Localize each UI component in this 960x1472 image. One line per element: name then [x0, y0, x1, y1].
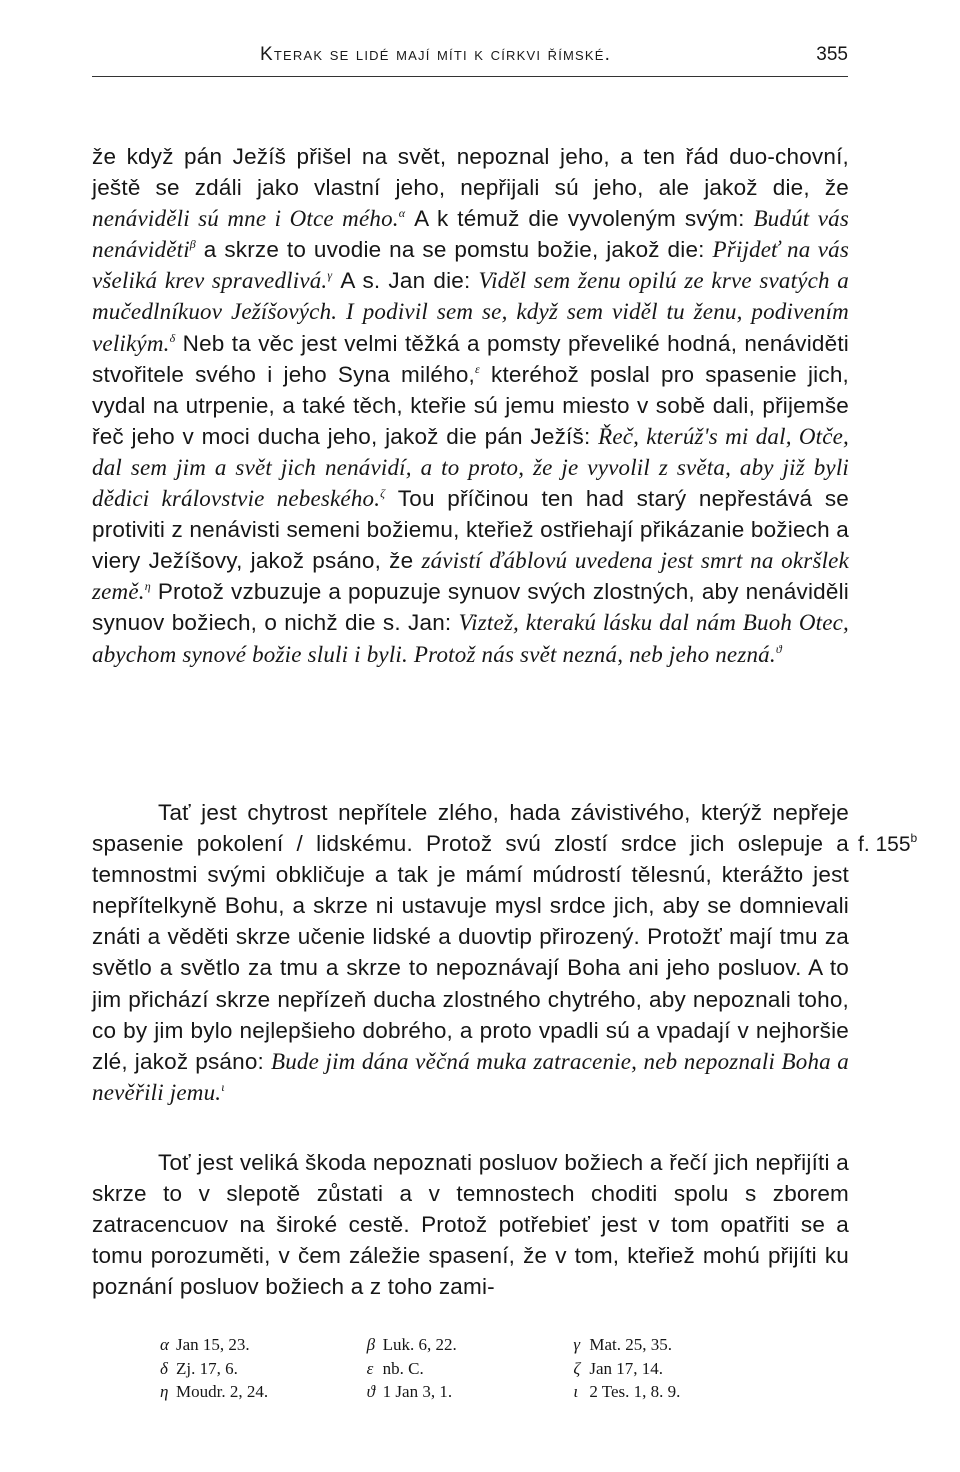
text-run: A s. Jan die: — [332, 268, 479, 294]
footnote-marker: ι — [221, 1079, 225, 1094]
footnote-row — [160, 1380, 780, 1404]
footnote-row — [160, 1333, 780, 1357]
scripture-quote: Bude jim dána věčná muka zatracenie, neb nepoznali Boha a nevěřili jemu. — [92, 1048, 849, 1105]
footnote — [160, 1357, 367, 1381]
scripture-quote: Viztež, kterakú lásku dal nám Buoh Otec, abychom synové božie sluli i byli. Protož nás svět nezná, neb jeho nezná. — [92, 610, 849, 667]
footnote — [573, 1333, 780, 1357]
paragraph-text — [92, 141, 849, 670]
footnote-ref: 1 Jan 3, 1. — [382, 1382, 453, 1401]
footnote — [160, 1333, 367, 1357]
scripture-quote: Řeč, kterúž's mi dal, Otče, dal sem jim a svět jich nenávidí, a to proto, že je vyvolil z světa, aby již byli dědici královstvie nebeského. — [92, 423, 849, 512]
paragraph-3 — [92, 1147, 849, 1302]
footnote-ref: Jan 17, 14. — [589, 1358, 664, 1378]
footnote-ref: Moudr. 2, 24. — [176, 1382, 269, 1401]
running-head — [92, 44, 848, 80]
scripture-quote: Přijdeť na vás všeliká krev spravedlivá. — [92, 237, 849, 294]
footnote-marker: η — [144, 579, 151, 594]
text-run: a skrze to uvodie na se pomstu božie, jakož die: — [195, 237, 713, 263]
folio-side: b — [910, 831, 918, 845]
text-run: kteréhož poslal pro spasenie jich, vydal na utrpenie, a také těch, kteřie sú jemu miesto v sobě dali, přijemše řeč jeho v moci ducha jeho, jakož die pán Ježíš: — [92, 361, 849, 449]
footnote-marker: ζ — [380, 486, 386, 501]
folio-margin-note — [858, 833, 917, 857]
footnote-mark: δ — [160, 1358, 168, 1378]
paragraph-2 — [92, 797, 849, 1108]
scripture-quote: závistí ďáblovú uvedena jest smrt na okršlek země. — [92, 548, 849, 605]
footnote-mark: ι — [573, 1382, 579, 1401]
footnote-marker: β — [189, 237, 196, 252]
footnote-ref: Jan 15, 23. — [176, 1335, 250, 1354]
footnote-marker: γ — [327, 268, 333, 283]
footnote — [160, 1380, 367, 1404]
footnote-marker: δ — [169, 330, 176, 345]
footnote — [367, 1357, 574, 1381]
footnote — [573, 1380, 780, 1404]
footnote-mark: η — [160, 1382, 169, 1401]
folio-number: f. 155 — [858, 833, 911, 856]
footnote-ref: nb. C. — [382, 1358, 424, 1378]
paragraph-1 — [92, 141, 849, 670]
text-run: Neb ta věc jest velmi těžká a pomsty převeliké hodná, nenáviděti stvořitele svého i jeho Syna milého, — [92, 330, 849, 387]
footnote-mark: ϑ — [366, 1382, 376, 1401]
text-run: A k témuž die vyvoleným svým: — [405, 206, 754, 232]
text-run: Tať jest chytrost nepřítele zlého, hada závistivého, kterýž nepřeje spasenie pokolení / lidskému. Protož svú zlostí srdce jich oslepuje a temnostmi svými obkličuje a tak je mámí múdrostí tělesnú, kterážto jest nepřítelkyně Bohu, a skrze ni ustavuje mysl srdce jich, aby se domnievali znáti a věděti skrze učenie lidské a duovtip přirozený. Protožť mají tmu za světlo a světlo za tmu a skrze to nepoznávají Boha ani jeho posluov. A to jim přichází skrze nepřízeň ducha zlostného chytrého, aby nepoznali toho, co by jim bylo nejlepšieho dobrého, a proto vpadli sú a vpadají v nejhoršie zlé, jakož psáno: — [92, 800, 849, 1074]
footnote-ref: Mat. 25, 35. — [589, 1335, 672, 1354]
header-rule — [92, 76, 848, 77]
footnote-ref: Zj. 17, 6. — [176, 1358, 238, 1378]
footnote-mark: ε — [366, 1358, 374, 1378]
footnote-mark: α — [160, 1335, 169, 1354]
scripture-quote: Viděl sem ženu opilú ze krve svatých a mučedlníkuov Ježíšových. I podivil sem se, když sem viděl tu ženu, podivením velikým. — [92, 268, 849, 356]
page-number: 355 — [816, 44, 848, 65]
footnote — [367, 1380, 574, 1404]
scripture-quote: Budút vás nenáviděti — [92, 206, 849, 263]
footnote-row — [160, 1357, 780, 1381]
footnote-mark: γ — [573, 1335, 581, 1354]
footnote-ref: 2 Tes. 1, 8. 9. — [589, 1382, 681, 1401]
footnotes — [160, 1333, 780, 1404]
paragraph-text — [92, 797, 849, 1108]
text-run: Protož vzbuzuje a popuzuje synuov svých zlostných, aby nenáviděli synuov božiech, o nichž die s. Jan: — [92, 579, 849, 636]
footnote-marker: ε — [475, 361, 480, 376]
text-run: Toť jest veliká škoda nepoznati posluov božiech a řečí jich nepřijíti a skrze to v slepotě zůstati a v temnostech choditi spolu s zborem zatracencuov na široké cestě. Protož potřebieť jest v tom opatřiti se a tomu porozuměti, v čem záležie spasení, že v tom, kteřiež mohú přijíti ku poznání posluov božiech a z toho zami- — [92, 1150, 849, 1300]
text-run: Tou příčinou ten had starý nepřestává se protiviti z nenávisti semeni božiemu, kteřiež ostřiehají přikázanie božiech a viery Ježíšovy, jakož psáno, že — [92, 486, 849, 574]
footnote — [367, 1333, 574, 1357]
paragraph-text — [92, 1147, 849, 1302]
footnote-marker: α — [398, 206, 406, 221]
footnote-mark: ζ — [573, 1358, 581, 1378]
text-run: že když pán Ježíš přišel na svět, nepoznal jeho, a ten řád duo-chovní, ještě se zdáli jako vlastní jeho, nepřijali sú jeho, ale jakož die, že — [92, 144, 849, 201]
footnote-mark: β — [366, 1335, 376, 1354]
scripture-quote: nenáviděli sú mne i Otce mého. — [92, 206, 399, 232]
footnote — [573, 1357, 780, 1381]
footnote-ref: Luk. 6, 22. — [382, 1335, 457, 1354]
running-head-title: Kterak se lidé mají míti k církvi římské. — [260, 44, 612, 65]
footnote-marker: ϑ — [775, 641, 782, 656]
